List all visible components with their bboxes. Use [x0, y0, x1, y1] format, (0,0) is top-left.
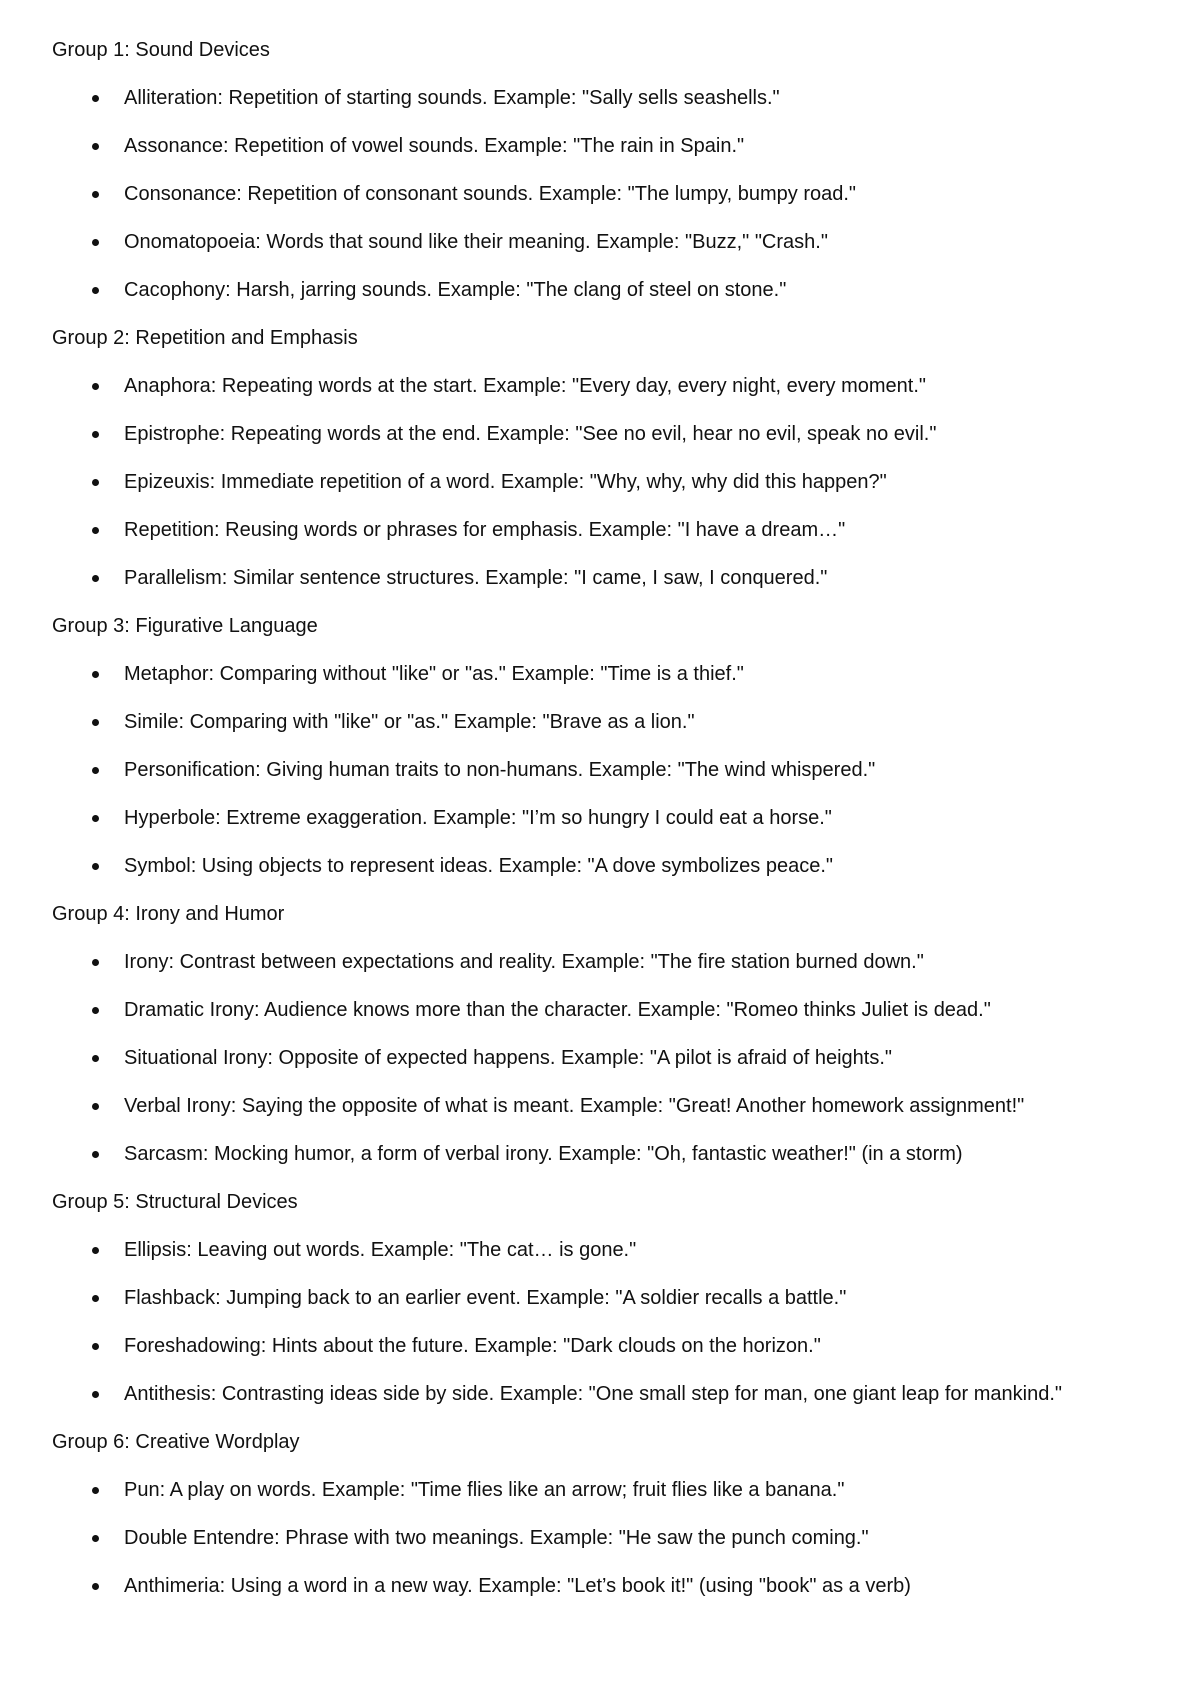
bullet-icon	[92, 1295, 99, 1302]
bullet-icon	[92, 863, 99, 870]
list-item	[52, 854, 1162, 878]
list-item-text: Verbal Irony: Saying the opposite of what is meant. Example: "Great! Another homework assignment!"	[124, 1095, 1025, 1117]
bullet-icon	[92, 287, 99, 294]
list-item-text: Epizeuxis: Immediate repetition of a word. Example: "Why, why, why did this happen?"	[124, 471, 887, 493]
list-item	[52, 1142, 1162, 1166]
bullet-icon	[92, 1391, 99, 1398]
group-sound-devices	[52, 38, 1162, 302]
group-creative-wordplay	[52, 1430, 1162, 1598]
bullet-icon	[92, 575, 99, 582]
bullet-icon	[92, 767, 99, 774]
list-item	[52, 86, 1162, 110]
list-item-text: Cacophony: Harsh, jarring sounds. Example: "The clang of steel on stone."	[124, 279, 787, 301]
bullet-icon	[92, 719, 99, 726]
document-body	[52, 38, 1162, 1622]
list-item-text: Anaphora: Repeating words at the start. Example: "Every day, every night, every moment."	[124, 375, 926, 397]
bullet-icon	[92, 671, 99, 678]
bullet-icon	[92, 1103, 99, 1110]
list-item	[52, 1526, 1162, 1550]
group-heading: Group 4: Irony and Humor	[52, 903, 285, 925]
group-heading: Group 3: Figurative Language	[52, 615, 318, 637]
list-item-text: Hyperbole: Extreme exaggeration. Example: "I’m so hungry I could eat a horse."	[124, 807, 832, 829]
list-item-text: Symbol: Using objects to represent ideas. Example: "A dove symbolizes peace."	[124, 855, 833, 877]
bullet-icon	[92, 1487, 99, 1494]
list-item	[52, 470, 1162, 494]
group-figurative-language	[52, 614, 1162, 878]
list-item	[52, 662, 1162, 686]
list-item-text: Dramatic Irony: Audience knows more than the character. Example: "Romeo thinks Juliet is dead."	[124, 999, 991, 1021]
list-item	[52, 1478, 1162, 1502]
bullet-icon	[92, 1535, 99, 1542]
group-heading: Group 1: Sound Devices	[52, 39, 270, 61]
bullet-list	[52, 374, 1162, 590]
bullet-icon	[92, 95, 99, 102]
bullet-icon	[92, 191, 99, 198]
list-item-text: Parallelism: Similar sentence structures. Example: "I came, I saw, I conquered."	[124, 567, 828, 589]
list-item-text: Simile: Comparing with "like" or "as." Example: "Brave as a lion."	[124, 711, 695, 733]
list-item	[52, 1334, 1162, 1358]
bullet-icon	[92, 479, 99, 486]
list-item	[52, 566, 1162, 590]
group-irony-humor	[52, 902, 1162, 1166]
list-item	[52, 134, 1162, 158]
list-item	[52, 374, 1162, 398]
list-item	[52, 230, 1162, 254]
list-item	[52, 806, 1162, 830]
list-item-text: Assonance: Repetition of vowel sounds. Example: "The rain in Spain."	[124, 135, 745, 157]
list-item	[52, 1094, 1162, 1118]
bullet-icon	[92, 527, 99, 534]
list-item	[52, 1574, 1162, 1598]
group-structural-devices	[52, 1190, 1162, 1406]
bullet-icon	[92, 1583, 99, 1590]
list-item	[52, 1382, 1162, 1406]
bullet-list	[52, 86, 1162, 302]
bullet-icon	[92, 959, 99, 966]
list-item-text: Antithesis: Contrasting ideas side by side. Example: "One small step for man, one giant leap for mankind."	[124, 1383, 1063, 1405]
list-item-text: Double Entendre: Phrase with two meanings. Example: "He saw the punch coming."	[124, 1527, 869, 1549]
bullet-icon	[92, 815, 99, 822]
list-item-text: Ellipsis: Leaving out words. Example: "The cat… is gone."	[124, 1239, 637, 1261]
bullet-icon	[92, 1007, 99, 1014]
bullet-icon	[92, 1343, 99, 1350]
bullet-list	[52, 662, 1162, 878]
list-item	[52, 422, 1162, 446]
list-item-text: Personification: Giving human traits to non-humans. Example: "The wind whispered."	[124, 759, 876, 781]
list-item-text: Epistrophe: Repeating words at the end. Example: "See no evil, hear no evil, speak no evil."	[124, 423, 937, 445]
bullet-icon	[92, 239, 99, 246]
list-item-text: Anthimeria: Using a word in a new way. Example: "Let’s book it!" (using "book" as a verb)	[124, 1575, 911, 1597]
list-item-text: Onomatopoeia: Words that sound like their meaning. Example: "Buzz," "Crash."	[124, 231, 828, 253]
group-heading: Group 5: Structural Devices	[52, 1191, 298, 1213]
list-item	[52, 758, 1162, 782]
list-item-text: Consonance: Repetition of consonant sounds. Example: "The lumpy, bumpy road."	[124, 183, 857, 205]
list-item-text: Metaphor: Comparing without "like" or "as." Example: "Time is a thief."	[124, 663, 744, 685]
list-item	[52, 278, 1162, 302]
group-heading: Group 2: Repetition and Emphasis	[52, 327, 358, 349]
list-item	[52, 998, 1162, 1022]
list-item	[52, 950, 1162, 974]
bullet-icon	[92, 1151, 99, 1158]
bullet-icon	[92, 143, 99, 150]
bullet-list	[52, 1478, 1162, 1598]
bullet-list	[52, 1238, 1162, 1406]
list-item	[52, 182, 1162, 206]
list-item-text: Situational Irony: Opposite of expected happens. Example: "A pilot is afraid of heights."	[124, 1047, 892, 1069]
bullet-icon	[92, 383, 99, 390]
list-item-text: Sarcasm: Mocking humor, a form of verbal irony. Example: "Oh, fantastic weather!" (in a storm)	[124, 1143, 963, 1165]
list-item	[52, 1238, 1162, 1262]
list-item	[52, 1286, 1162, 1310]
list-item-text: Pun: A play on words. Example: "Time flies like an arrow; fruit flies like a banana."	[124, 1479, 845, 1501]
list-item	[52, 710, 1162, 734]
bullet-icon	[92, 431, 99, 438]
group-repetition-emphasis	[52, 326, 1162, 590]
list-item-text: Foreshadowing: Hints about the future. Example: "Dark clouds on the horizon."	[124, 1335, 821, 1357]
list-item	[52, 1046, 1162, 1070]
bullet-list	[52, 950, 1162, 1166]
bullet-icon	[92, 1247, 99, 1254]
list-item-text: Flashback: Jumping back to an earlier event. Example: "A soldier recalls a battle."	[124, 1287, 847, 1309]
list-item	[52, 518, 1162, 542]
list-item-text: Repetition: Reusing words or phrases for emphasis. Example: "I have a dream…"	[124, 519, 846, 541]
group-heading: Group 6: Creative Wordplay	[52, 1431, 300, 1453]
bullet-icon	[92, 1055, 99, 1062]
list-item-text: Alliteration: Repetition of starting sounds. Example: "Sally sells seashells."	[124, 87, 780, 109]
list-item-text: Irony: Contrast between expectations and reality. Example: "The fire station burned down."	[124, 951, 924, 973]
